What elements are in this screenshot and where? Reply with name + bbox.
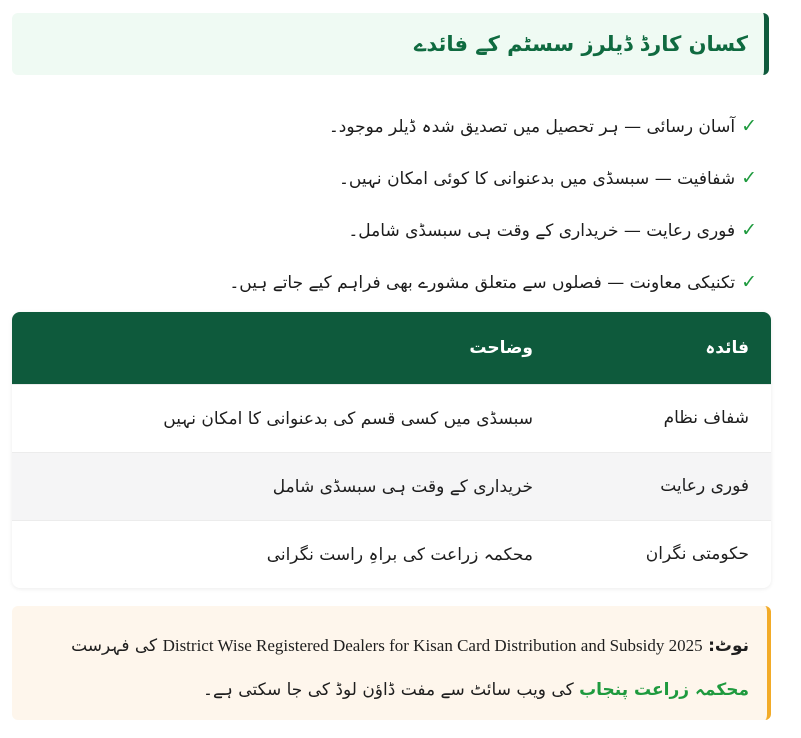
check-icon: ✓ — [741, 115, 757, 137]
note-box — [12, 606, 771, 720]
benefits-table-card — [12, 312, 771, 588]
benefit-item — [37, 100, 757, 152]
note-label: نوٹ: — [708, 636, 749, 656]
section-header — [12, 13, 769, 75]
note-text-after-link: کی ویب سائٹ سے مفت ڈاؤن لوڈ کی جا سکتی ہے۔ — [203, 680, 574, 700]
benefit-text: آسان رسائی — ہر تحصیل میں تصدیق شدہ ڈیلر موجود۔ — [328, 116, 736, 137]
table-row — [12, 520, 771, 588]
table-row — [12, 452, 771, 520]
check-icon: ✓ — [741, 271, 757, 293]
table-row — [12, 384, 771, 452]
benefits-list — [37, 100, 757, 308]
note-text-before-link: کی فہرست — [71, 636, 158, 656]
benefit-text: فوری رعایت — خریداری کے وقت ہی سبسڈی شامل۔ — [348, 220, 736, 241]
benefit-text: شفافیت — سبسڈی میں بدعنوانی کا کوئی امکان نہیں۔ — [338, 168, 736, 189]
table-cell-description: خریداری کے وقت ہی سبسڈی شامل — [12, 452, 555, 520]
check-icon: ✓ — [741, 219, 757, 241]
table-cell-description: سبسڈی میں کسی قسم کی بدعنوانی کا امکان نہیں — [12, 384, 555, 452]
table-cell-benefit: شفاف نظام — [555, 384, 771, 452]
section-title: کسان کارڈ ڈیلرز سسٹم کے فائدے — [414, 32, 748, 56]
benefit-item — [37, 152, 757, 204]
benefit-text: تکنیکی معاونت — فصلوں سے متعلق مشورے بھی فراہم کیے جاتے ہیں۔ — [229, 272, 736, 293]
benefit-item — [37, 204, 757, 256]
benefit-item — [37, 256, 757, 308]
table-header-row — [12, 312, 771, 384]
table-cell-benefit: حکومتی نگران — [555, 520, 771, 588]
note-english-title: District Wise Registered Dealers for Kisan Card Distribution and Subsidy 2025 — [162, 636, 703, 655]
check-icon: ✓ — [741, 167, 757, 189]
benefits-table — [12, 312, 771, 588]
column-header-description: وضاحت — [469, 337, 533, 358]
table-cell-description: محکمہ زراعت کی براہِ راست نگرانی — [12, 520, 555, 588]
table-cell-benefit: فوری رعایت — [555, 452, 771, 520]
agriculture-department-link[interactable]: محکمہ زراعت پنجاب — [579, 680, 749, 700]
column-header-benefit: فائدہ — [705, 338, 749, 359]
